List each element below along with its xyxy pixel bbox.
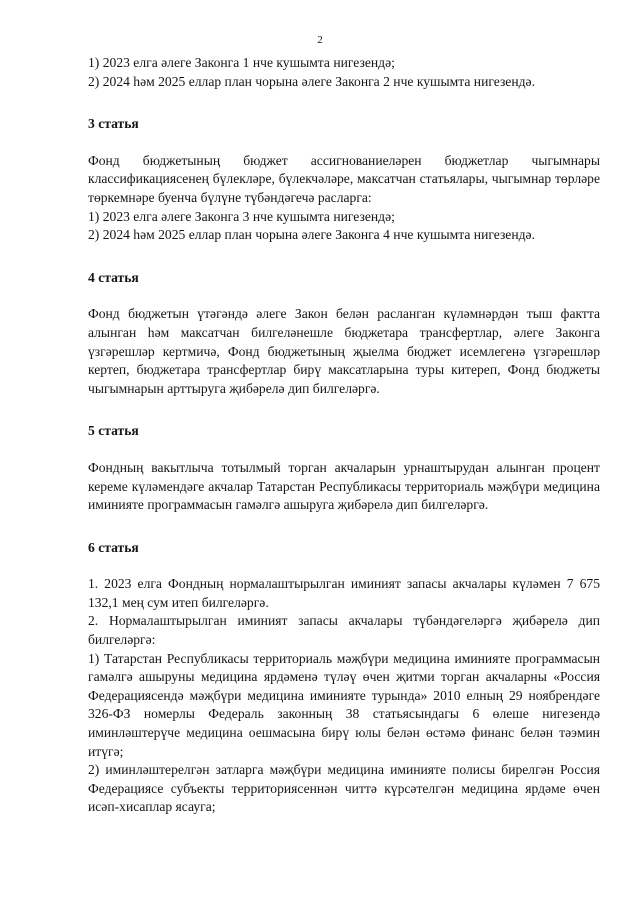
page-number: 2 bbox=[317, 34, 323, 46]
article-heading: 5 статья bbox=[88, 423, 139, 439]
article-heading: 3 статья bbox=[88, 116, 139, 132]
paragraph: 1. 2023 елга Фондның нормалаштырылган иминият запасы акчалары күләмен 7 675 132,1 мең сум итеп билгеләргә. bbox=[88, 576, 600, 610]
list-item: 2) 2024 һәм 2025 еллар план чорына әлеге Законга 4 нче кушымта нигезендә. bbox=[88, 227, 535, 243]
article-heading: 6 статья bbox=[88, 539, 139, 555]
list-item: 1) 2023 елга әлеге Законга 1 нче кушымта нигезендә; bbox=[88, 55, 395, 70]
document-body bbox=[88, 54, 600, 817]
paragraph: Фондның вакытлыча тотылмый торган акчаларын урнаштырудан алынган процент кереме күләмендәге акчалар Татарстан Республикасы территориаль мәҗбүри медицина иминияте программасын гамәлгә ашыруга җибәрелә дип билгеләргә. bbox=[88, 459, 600, 513]
paragraph: 2. Нормалаштырылган иминият запасы акчалары түбәндәгеләргә җибәрелә дип билгеләргә: bbox=[88, 613, 600, 648]
list-item: 1) 2023 елга әлеге Законга 3 нче кушымта нигезендә; bbox=[88, 208, 395, 224]
list-item: 2) 2024 һәм 2025 еллар план чорына әлеге Законга 2 нче кушымта нигезендә. bbox=[88, 73, 535, 89]
paragraph: 1) Татарстан Республикасы территориаль мәҗбүри медицина иминияте программасын гамәлгә ашыруны медицина ярдәменә түләү өчен җитми торган акчаларны «Россия Федерациясендә мәҗбүри медицина иминияте турында» 2010 елның 29 ноябрендәге 326-ФЗ номерлы Федераль законның 38 статьясындагы 6 өлеше нигезендә иминләштерүче медицина оешмасына бирү юлы белән өстәмә финанс белән тәэмин итүгә; bbox=[88, 650, 600, 759]
paragraph: Фонд бюджетының бюджет ассигнованиеләрен бюджетлар чыгымнары классификациясенең бүлекләре, бүлекчәләре, максатчан статьялары, чыгымнар төрләре төркемнәре буенча бүлүне түбәндәгечә расларга: bbox=[88, 152, 600, 205]
paragraph: 2) иминләштерелгән затларга мәҗбүри медицина иминияте полисы бирелгән Россия Федерациясе субъекты территориясеннән читтә күрсәтелгән медицина ярдәме өчен исәп-хисаплар ясауга; bbox=[88, 762, 600, 815]
article-heading: 4 статья bbox=[88, 269, 139, 285]
paragraph: Фонд бюджетын үтәгәндә әлеге Закон белән расланган күләмнәрдән тыш фактта алынган һәм максатчан билгеләнешле бюджетара трансфертлар, әлеге Законга үзгәрешләр кертмичә, Фонд бюджетының җыелма бюджет исемлегенә үзгәрешләр кертеп, бюджетара трансфертлар бирү максатларына туры китереп, Фонд бюджеты чыгымнарын арттыруга җибәрелә дип билгеләргә. bbox=[88, 306, 600, 396]
